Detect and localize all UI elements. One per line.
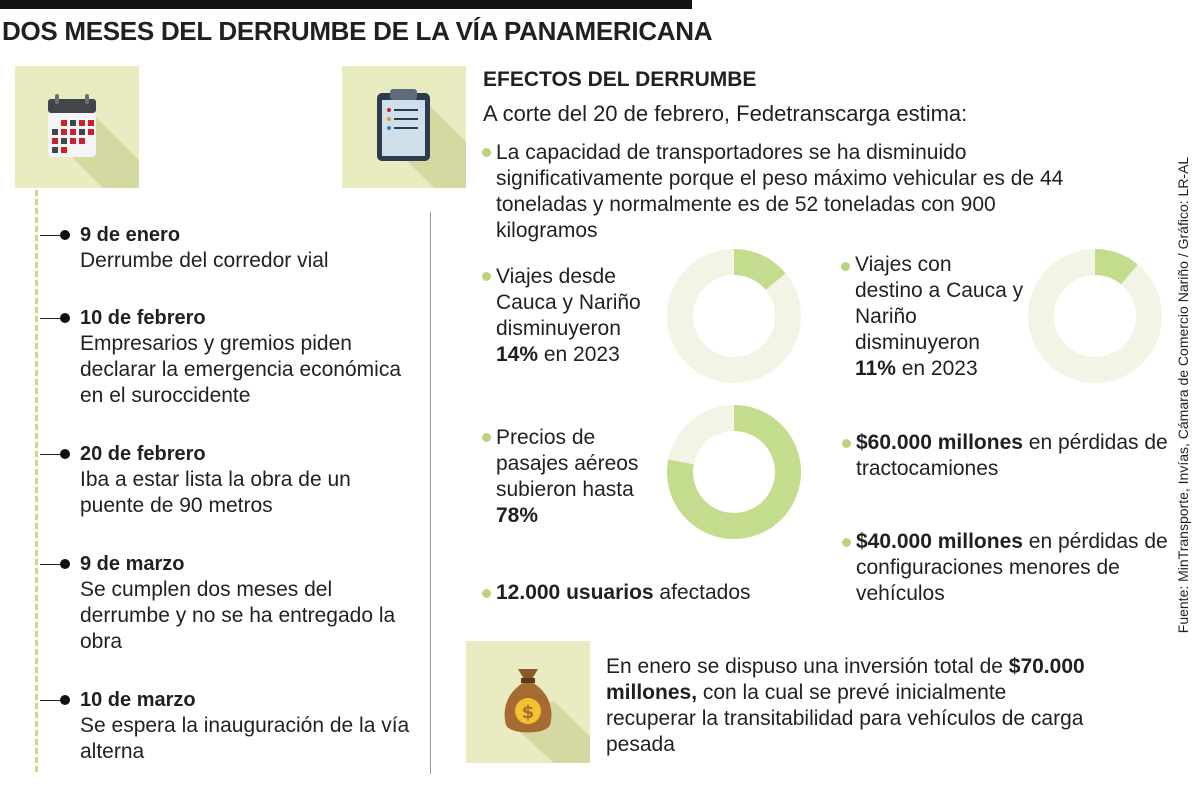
trips-from-value: 14% bbox=[496, 343, 539, 366]
event-description: Derrumbe del corredor vial bbox=[80, 249, 329, 272]
page-title: DOS MESES DEL DERRUMBE DE LA VÍA PANAMERICANA bbox=[2, 16, 713, 46]
calendar-icon bbox=[15, 66, 139, 188]
timeline-dot bbox=[60, 695, 70, 705]
trips-to-donut bbox=[1027, 248, 1163, 384]
bullet-dot bbox=[482, 148, 491, 157]
event-description: Se cumplen dos meses del derrumbe y no se ha entregado la obra bbox=[80, 578, 396, 653]
timeline-dot bbox=[60, 230, 70, 240]
bullet-dot bbox=[482, 433, 491, 442]
investment-text bbox=[606, 654, 1086, 758]
money-bag-icon-box bbox=[466, 641, 590, 763]
trips-to-donut-arc bbox=[1095, 262, 1129, 274]
effects-subheading: A corte del 20 de febrero, Fedetranscarga estima: bbox=[483, 101, 968, 126]
losses-trucks-suffix: en pérdidas de tractocamiones bbox=[856, 431, 1168, 480]
users-suffix: afectados bbox=[653, 581, 751, 604]
losses-trucks-stat bbox=[856, 430, 1186, 482]
investment-value: $70.000 millones, bbox=[606, 655, 1085, 704]
column-divider bbox=[430, 212, 431, 774]
losses-small-suffix: en pérdidas de configuraciones menores de vehículos bbox=[856, 530, 1168, 605]
investment-prefix: En enero se dispuso una inversión total de bbox=[606, 655, 1009, 678]
event-date: 9 de enero bbox=[80, 224, 181, 246]
users-value: 12.000 usuarios bbox=[496, 581, 654, 604]
event-description: Se espera la inauguración de la vía alterna bbox=[80, 714, 410, 763]
trips-to-value: 11% bbox=[855, 357, 896, 380]
trips-from-donut-arc bbox=[734, 262, 776, 282]
trips-from-donut bbox=[666, 248, 802, 384]
money-bag-icon bbox=[466, 641, 590, 763]
losses-small-stat bbox=[856, 529, 1186, 607]
clipboard-icon-box bbox=[342, 66, 466, 188]
bullet-dot bbox=[841, 262, 850, 271]
event-date: 9 de marzo bbox=[80, 553, 185, 575]
timeline-dot bbox=[60, 559, 70, 569]
air-prices-donut bbox=[666, 404, 802, 540]
trips-to-text: Viajes con destino a Cauca y Nariño disminuyeron bbox=[855, 253, 1024, 354]
source-credit bbox=[1164, 0, 1200, 789]
top-bar bbox=[0, 0, 692, 9]
investment-suffix: con la cual se prevé inicialmente recuperar la transitabilidad para vehículos de carga pesada bbox=[606, 681, 1084, 756]
calendar-icon-box bbox=[15, 66, 139, 188]
timeline-dot bbox=[60, 449, 70, 459]
bullet-dot bbox=[842, 439, 851, 448]
air-prices-value: 78% bbox=[496, 504, 539, 527]
trips-to-suffix: en 2023 bbox=[895, 357, 978, 380]
timeline-dot bbox=[60, 313, 70, 323]
trips-from-text: Viajes desde Cauca y Nariño disminuyeron bbox=[496, 265, 641, 340]
event-date: 20 de febrero bbox=[80, 443, 206, 465]
losses-small-value: $40.000 millones bbox=[856, 530, 1023, 553]
event-description: Empresarios y gremios piden declarar la emergencia económica en el suroccidente bbox=[80, 332, 401, 407]
effects-heading: EFECTOS DEL DERRUMBE bbox=[483, 68, 757, 91]
trips-from-stat bbox=[496, 264, 666, 368]
capacity-text: La capacidad de transportadores se ha disminuido significativamente porque el peso máximo vehicular es de 44 toneladas y normalmente es de 52 toneladas con 900 kilogramos bbox=[496, 141, 1064, 242]
clipboard-icon bbox=[342, 66, 466, 188]
event-date: 10 de febrero bbox=[80, 307, 206, 329]
timeline-line bbox=[35, 190, 38, 772]
event-description: Iba a estar lista la obra de un puente de 90 metros bbox=[80, 468, 351, 517]
bullet-dot bbox=[482, 272, 491, 281]
losses-trucks-value: $60.000 millones bbox=[856, 431, 1023, 454]
svg-text:$: $ bbox=[521, 702, 535, 723]
trips-to-stat bbox=[855, 252, 1025, 382]
bullet-dot bbox=[482, 589, 491, 598]
users-stat bbox=[496, 580, 751, 606]
bullet-dot bbox=[842, 538, 851, 547]
source-text: Fuente: MinTransporte, Invías, Cámara de Comercio Nariño / Gráfico: LR-AL bbox=[1175, 156, 1191, 633]
air-prices-stat bbox=[496, 425, 666, 529]
air-prices-text: Precios de pasajes aéreos subieron hasta bbox=[496, 426, 639, 501]
event-date: 10 de marzo bbox=[80, 689, 196, 711]
trips-from-suffix: en 2023 bbox=[538, 343, 620, 366]
